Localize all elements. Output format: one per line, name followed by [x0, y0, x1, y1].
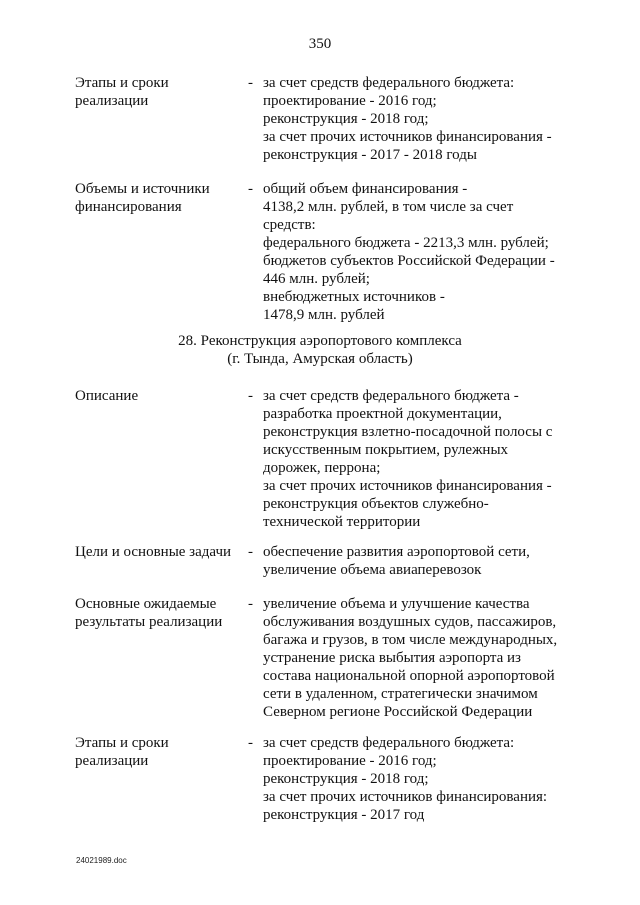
dash: - [248, 735, 253, 751]
section-text: общий объем финансирования - 4138,2 млн. рублей, в том числе за счет средств: федерального бюджета - 2213,3 млн. рублей; бюджетов субъектов Российской Федерации - 446 млн. рублей; внебюджетных источников - 1478,9 млн. рублей [263, 181, 555, 323]
page-number: 350 [308, 36, 332, 52]
section-label: Этапы и сроки реализации [75, 735, 169, 769]
section-text: за счет средств федерального бюджета - разработка проектной документации, реконструкция взлетно-посадочной полосы с искусственным покрытием, рулежных дорожек, перрона; за счет прочих источников финансирования - реконструкция объектов служебно- технической территории [263, 388, 553, 530]
dash: - [248, 75, 253, 91]
footer-filename: 24021989.doc [76, 856, 127, 865]
dash: - [248, 181, 253, 197]
section-text: за счет средств федерального бюджета: проектирование - 2016 год; реконструкция - 2018 год; за счет прочих источников финансирования: реконструкция - 2017 год [263, 735, 548, 823]
section-label: Объемы и источники финансирования [75, 181, 210, 215]
project-heading [0, 332, 640, 368]
section-text: обеспечение развития аэропортовой сети, увеличение объема авиаперевозок [263, 544, 530, 578]
section-text: увеличение объема и улучшение качества обслуживания воздушных судов, пассажиров, багажа и грузов, в том числе международных, устранение риска выбытия аэропорта из состава национальной опорной аэропортовой сети в удаленном, стратегически значимом Северном регионе Российской Федерации [263, 596, 558, 720]
dash: - [248, 596, 253, 612]
section-label: Основные ожидаемые результаты реализации [75, 596, 223, 630]
section-label: Этапы и сроки реализации [75, 75, 169, 109]
section-label: Описание [75, 388, 139, 404]
heading-location: (г. Тында, Амурская область) [227, 351, 413, 367]
section-text: за счет средств федерального бюджета: проектирование - 2016 год; реконструкция - 2018 год; за счет прочих источников финансирования - реконструкция - 2017 - 2018 годы [263, 75, 552, 163]
dash: - [248, 388, 253, 404]
section-label: Цели и основные задачи [75, 544, 232, 560]
heading-title: 28. Реконструкция аэропортового комплекса [178, 333, 462, 349]
dash: - [248, 544, 253, 560]
